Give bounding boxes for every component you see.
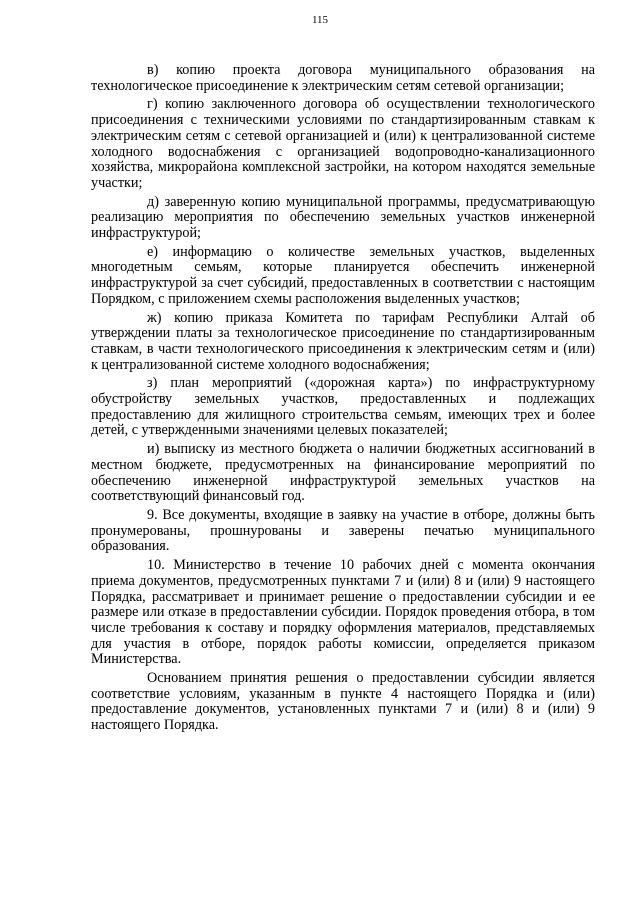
paragraph-item-e: е) информацию о количестве земельных участков, выделенных многодетным семьям, которые планируется обеспечить инженерной инфраструктурой за счет субсидий, предоставленных в соответствии с настоящим Порядком, с приложением схемы расположения выделенных участков; <box>91 243 595 307</box>
paragraph-item-v: в) копию проекта договора муниципального образования на технологическое присоединение к электрическим сетям сетевой организации; <box>91 62 595 94</box>
paragraph-item-d: д) заверенную копию муниципальной программы, предусматривающую реализацию мероприятия по обеспечению земельных участков инженерной инфраструктурой; <box>91 193 595 242</box>
paragraph-item-z: з) план мероприятий («дорожная карта») по инфраструктурному обустройству земельных участков, предоставленных и подлежащих предоставлению для жилищного строительства семьям, имеющих трех и более детей, с утвержденными значениями целевых показателей; <box>91 375 595 439</box>
paragraph-item-i: и) выписку из местного бюджета о наличии бюджетных ассигнований в местном бюджете, предусмотренных на финансирование мероприятий по обеспечению инженерной инфраструктурой земельных участков на соответствующий финансовый год. <box>91 441 595 505</box>
paragraph-item-zh: ж) копию приказа Комитета по тарифам Республики Алтай об утверждении платы за технологическое присоединение по стандартизированным ставкам, в части технологического присоединения к электрическим сетям и (или) к централизованной системе холодного водоснабжения; <box>91 309 595 373</box>
document-body <box>91 63 595 737</box>
paragraph-item-g: г) копию заключенного договора об осуществлении технологического присоединения с техническими условиями по стандартизированным ставкам к электрическим сетям с сетевой организацией и (или) к централизованной системе холодного водоснабжения с организацией водопроводно-канализационного хозяйства, микрорайона комплексной застройки, на котором находятся земельные участки; <box>91 96 595 191</box>
paragraph-clause-9: 9. Все документы, входящие в заявку на участие в отборе, должны быть пронумерованы, прошнурованы и заверены печатью муниципального образования. <box>91 506 595 555</box>
paragraph-decision-basis: Основанием принятия решения о предоставлении субсидии является соответствие условиям, указанным в пункте 4 настоящего Порядка и (или) предоставление документов, установленных пунктами 7 и (или) 8 и (или) 9 настоящего Порядка. <box>91 670 595 734</box>
paragraph-clause-10: 10. Министерство в течение 10 рабочих дней с момента окончания приема документов, предусмотренных пунктами 7 и (или) 8 и (или) 9 настоящего Порядка, рассматривает и принимает решение о предоставлении субсидии и ее размере или отказе в предоставлении субсидии. Порядок проведения отбора, в том числе требования к составу и порядку оформления материалов, представляемых для участия в отборе, порядок работы комиссии, определяется приказом Министерства. <box>91 557 595 668</box>
page-number: 115 <box>311 14 329 26</box>
